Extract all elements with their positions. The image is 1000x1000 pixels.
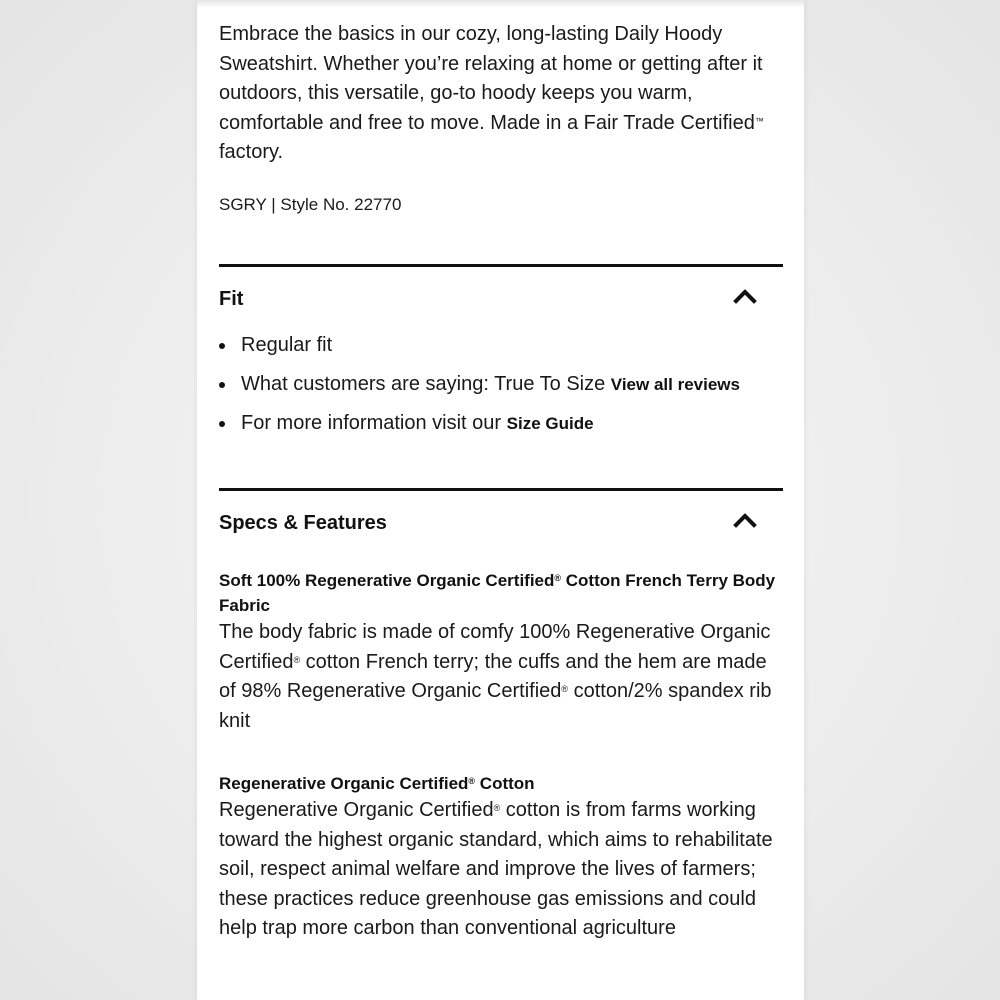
- section-divider-fit: [219, 264, 783, 267]
- trademark-mark: ™: [754, 115, 764, 126]
- feature-body-text: cotton is from farms working toward the highest organic standard, which aims to rehabilitate soil, respect animal welfare and improve the lives of farmers; these practices reduce greenhouse gas emissions and could help trap more carbon than conventional agriculture: [219, 799, 773, 940]
- feature-body: [219, 796, 783, 944]
- feature-body-text: cotton French terry; the cuffs and the hem are made of 98% Regenerative Organic Certified: [219, 650, 767, 703]
- feature-title-text: Soft 100% Regenerative Organic Certified: [219, 571, 555, 590]
- fit-item-text: What customers are saying: True To Size: [241, 373, 611, 395]
- style-number: SGRY | Style No. 22770: [219, 195, 402, 214]
- description-text-end: factory.: [219, 141, 284, 164]
- specs-section-title: Specs & Features: [219, 512, 387, 534]
- size-guide-link[interactable]: Size Guide: [506, 414, 594, 433]
- registered-mark: ®: [468, 776, 476, 786]
- fit-section-header[interactable]: [219, 284, 783, 314]
- fit-item-text: Regular fit: [241, 334, 333, 356]
- product-details-panel: [197, 0, 804, 1000]
- description-text: Embrace the basics in our cozy, long-lasting Daily Hoody Sweatshirt. Whether you’re relaxing at home or getting after it outdoors, this versatile, go-to hoody keeps you warm, comfortable and free to move. Made in a Fair Trade Certified: [219, 23, 763, 134]
- fit-list: [219, 330, 783, 447]
- feature-body-text: The body fabric is made of comfy 100% Regenerative Organic Certified: [219, 621, 771, 673]
- feature-title-text-end: Cotton: [475, 774, 535, 793]
- view-all-reviews-link[interactable]: View all reviews: [610, 375, 740, 394]
- feature-title: [219, 568, 783, 618]
- feature-body-text: cotton/2% spandex rib knit: [219, 680, 772, 732]
- feature-body: [219, 618, 783, 736]
- top-shadow: [197, 0, 804, 8]
- list-item: [219, 408, 783, 447]
- registered-mark: ®: [554, 573, 562, 583]
- registered-mark: ®: [293, 654, 301, 665]
- feature-body-text: Regenerative Organic Certified: [219, 799, 494, 821]
- chevron-up-icon[interactable]: [733, 286, 757, 306]
- fit-item-text: For more information visit our: [241, 412, 507, 434]
- list-item: [219, 330, 783, 369]
- list-item: [219, 369, 783, 408]
- section-divider-specs: [219, 488, 783, 491]
- feature-organic-fabric: [219, 568, 783, 736]
- feature-title-text: Regenerative Organic Certified: [219, 774, 469, 793]
- specs-section-header[interactable]: [219, 508, 783, 538]
- product-description: [219, 20, 783, 168]
- chevron-up-icon[interactable]: [733, 510, 757, 530]
- feature-title-text-end: Cotton French Terry Body Fabric: [219, 571, 776, 615]
- fit-section-title: Fit: [219, 288, 244, 310]
- feature-organic-cotton: [219, 771, 783, 944]
- feature-title: [219, 771, 783, 796]
- registered-mark: ®: [561, 684, 569, 695]
- registered-mark: ®: [493, 803, 501, 813]
